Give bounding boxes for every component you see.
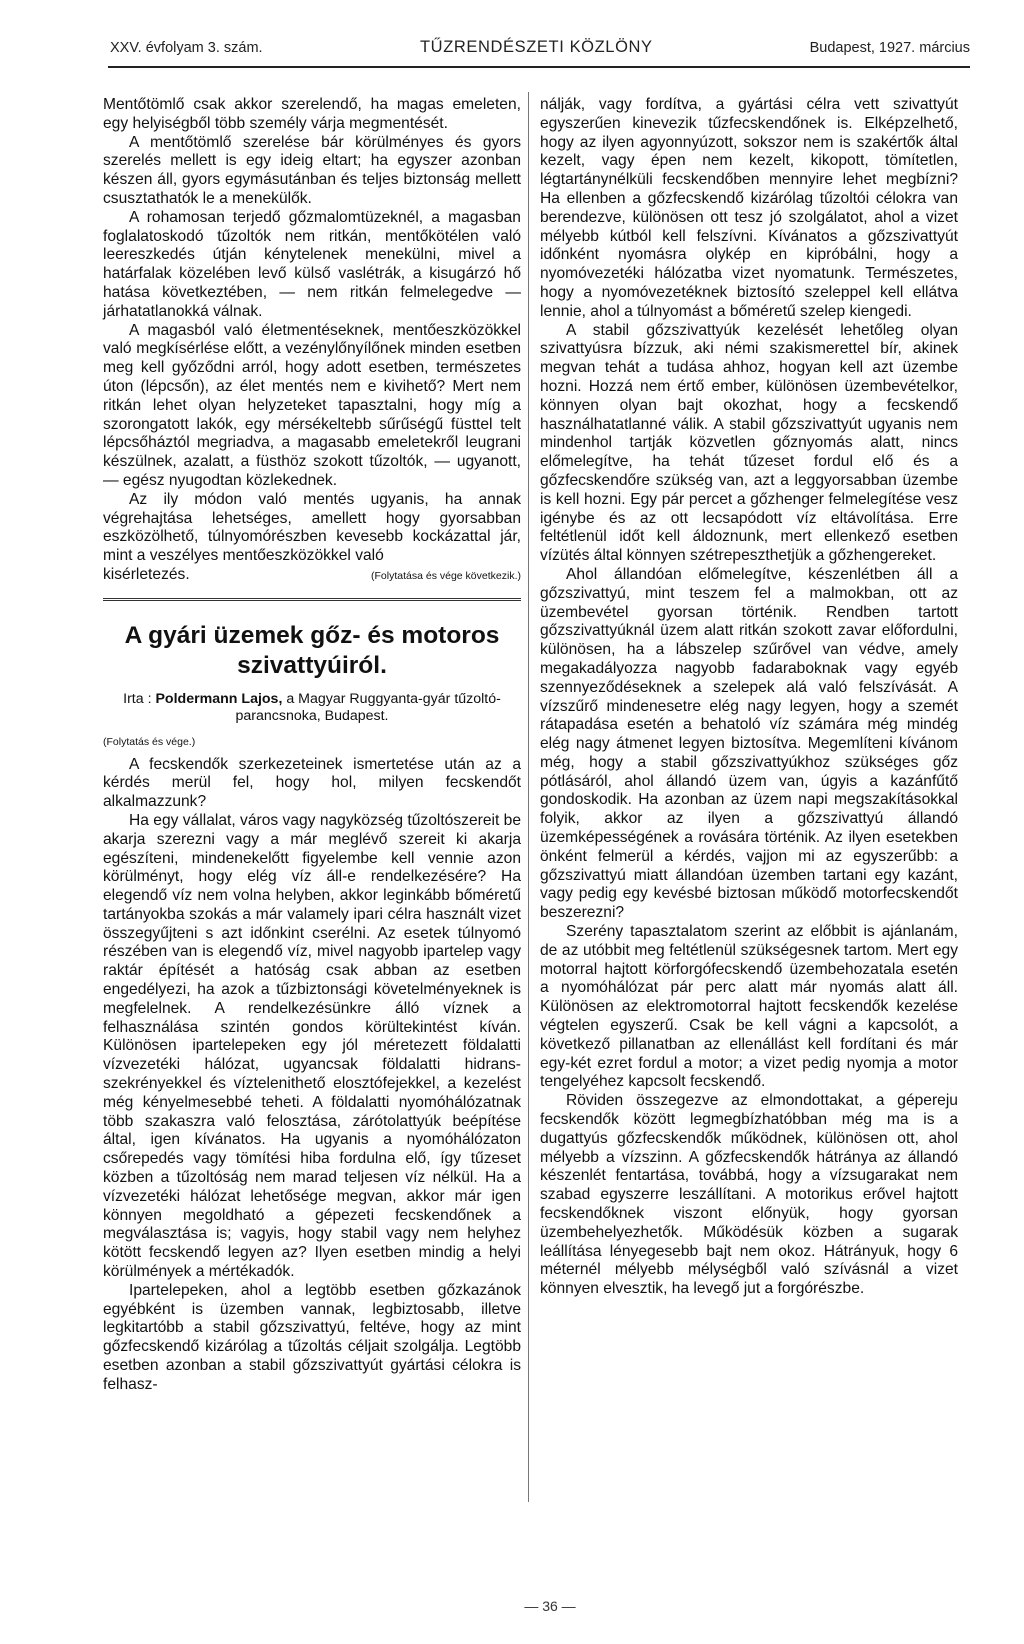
paragraph: Az ily módon való mentés ugyanis, ha annak végrehajtása lehetséges, amellett hogy gyorsabban eszközölhető, túlnyomórészben kevesebb kockázattal jár, mint a veszélyes mentőeszközökkel való [103, 490, 521, 565]
paragraph: Szerény tapasztalatom szerint az előbbit is ajánlanám, de az utóbbit meg feltétlenül szükségesnek tartom. Mert egy motorral hajtott körforgófecskendő üzembehozatala esetén a nyomóhálózat pár perc alatt már nyomás alatt áll. Különösen az elektromotorral hajtott fecskendők kezelése végtelen egyszerű. Csak be kell vágni a kapcsolót, a következő pillanatban az ellenállást kell fordítani és már egy-két ezret fordul a motor; a vizet pedig nyomja a motor tengelyéhez kapcsolt fecskendő. [540, 923, 958, 1091]
right-column [540, 96, 958, 1299]
paragraph: A rohamosan terjedő gőzmalomtüzeknél, a magasban foglalatoskodó tűzoltók nem ritkán, mentőkötélen való leereszkedés útján kénytelenek menekülni, mivel a határfalak közelében levő külső vaslétrák, a kisugárzó hő hatása következtében, — nem ritkán felmelegedve — járhatatlanokká válnak. [103, 208, 521, 320]
page-number: — 36 — [524, 1598, 576, 1614]
header-journal-title: TŰZRENDÉSZETI KÖZLÖNY [420, 38, 653, 56]
paragraph: Mentőtömlő csak akkor szerelendő, ha magas emeleten, egy helyiségből több személy várja megmentését. [103, 96, 521, 132]
header-volume-issue: XXV. évfolyam 3. szám. [110, 40, 263, 56]
paragraph: A magasból való életmentéseknek, mentőeszközökkel való megkísérlése előtt, a vezénylőnyílőnek minden esetben meg kell győződni arról, hogy adott esetben, természetes úton (lépcsőn), az élet mentés nem e kivihető? Mert nem ritkán lehet olyan helyzeteket tapasztalni, hogy míg a szorongatott lakók, egy mérsékeltebb sűrűségű füsttel telt lépcsőháztól megriadva, a magasabb emeletekről leugrani készülnek, azalatt, a füsthöz szokott tűzoltók, — ugyanott, — egész nyugodtan közlekednek. [103, 321, 521, 489]
paragraph: Ipartelepeken, ahol a legtöbb esetben gőzkazánok egyébként is üzemben vannak, legbiztosabb, illetve legkitartóbb a stabil gőzszivattyú, feltéve, hogy az mint gőzfecskendő kizárólag a tűzoltás céljait szolgálja. Legtöbb esetben azonban a stabil gőzszivattyút gyártási célokra is felhasz- [103, 1281, 521, 1393]
byline-prefix: Irta : [123, 690, 156, 707]
continuation-note: (Folytatása és vége következik.) [371, 569, 521, 582]
continuation-line [103, 566, 521, 586]
paragraph: Röviden összegezve az elmondottakat, a gépereju fecskendők között legmegbízhatóbban még ma is a dugattyús gőzfecskendők működnek, különösen ott, ahol mélyebb a vízszinn. A gőzfecskendők hátránya az állandó készenlét fentartása, továbbá, hogy a vízsugarakat nem szabad egyszerre leszállítani. A motorikus erővel hajtott fecskendőknek viszont előnyük, hogy gyorsan üzembehelyezhetők. Működésük közben a sugarak leállítása lényegesebb bajt nem okoz. Hátrányuk, hogy 6 méternél mélyebb mélységből való szívásnál a vizet könnyen elvesztik, ha levegő jut a forgórészbe. [540, 1092, 958, 1298]
last-line-word: kisérletezés. [103, 565, 190, 583]
article-title: A gyári üzemek gőz- és motoros szivattyúiról. [124, 621, 500, 679]
paragraph: A mentőtömlő szerelése bár körülményes és gyors szerelés mellett is egy ideig eltart; ha egyszer azonban készen áll, gyors egymásutánban és teljes biztonság mellett csusztathatók le a menekülők. [103, 133, 521, 207]
left-column [103, 96, 521, 1395]
section-divider [103, 590, 521, 601]
paragraph: A fecskendők szerkezeteinek ismertetése után az a kérdés merül fel, hogy hol, milyen fecskendőt alkalmazzunk? [103, 755, 521, 811]
column-divider [528, 92, 529, 1502]
paragraph: Ha egy vállalat, város vagy nagyközség tűzoltószereit be akarja szerezni vagy a már meglévő szereit ki akarja egészíteni, mindenekelőtt figyelembe kell vennie azon körülményt, hogy elég víz áll-e rendelkezésére? Ha elegendő víz nem volna helyben, akkor leginkább bőméretű tartányokba szokás a már valamely ipari célra használt vizet összegyűjteni s azt időnkint cserélni. Az esetek túlnyomó részében van is elegendő víz, mivel nagyobb ipartelep vagy raktár építését a hatóság csak abban az esetben engedélyezi, ha azok a tűzbiztonsági követelményeknek is megfelelnek. A rendelkezésünkre álló víznek a felhasználása szintén gondos körültekintést kíván. Különösen ipartelepeken egy jól méretezett földalatti vízvezetéki hálózat, ugyancsak földalatti hidrans-szekrényekkel és víztelenithető elosztófejekkel, a kezelést még kényelmesebbé teheti. A földalatti nyomóhálózatnak több szakaszra való felosztása, zárótolattyúk beépítése által, igen kívánatos. Ha ugyanis a nyomóhálózaton csőrepedés vagy tömítési hiba fordulna elő, így tűzeset közben a tűzoltóság nem marad teljesen víz nélkül. Ha a vízvezetéki hálózat lehetősége megvan, akkor már igen könnyen megoldható a gépezeti fecskendőnek a megválasztása is; vagyis, hogy stabil vagy nem helyhez kötött fecskendő legyen az? Ilyen esetben mindig a helyi körülmények a mértékadók. [103, 811, 521, 1281]
byline-author: Poldermann Lajos, [155, 690, 283, 707]
header-rule [108, 66, 970, 68]
page-header [110, 36, 970, 60]
byline [103, 691, 521, 725]
continued-note: (Folytatás és vége.) [103, 735, 196, 748]
header-date: Budapest, 1927. március [809, 40, 970, 56]
paragraph: A stabil gőzszivattyúk kezelését lehetőleg olyan szivattyúsra bízzuk, aki némi szakismerettel bír, akinek megvan tehát a tudása ahhoz, hogyan kell azt üzembe hozni. Hozzá nem értő ember, különösen üzembevételkor, könnyen olyan bajt okozhat, hogy a fecskendő használhatatlanné válik. A stabil gőzszivattyút ugyanis nem mindenhol tartják közvetlen gőznyomás alatt, nincs előmelegítve, ha tehát tűzeset fordul elő és a gőzfecskendőre szükség van, azt a leggyorsabban üzembe is kell hozni. Egy pár percet a gőzhenger felmelegítése vesz igénybe és az ott lecsapódott víz eltávolítása. Erre feltétlenül időt kell áldoznunk, mert ellenkező esetben vízütés által könnyen szétrepeszthetjük a gőzhengereket. [540, 321, 958, 565]
byline-rest: a Magyar Ruggyanta-gyár tűzoltó-parancsnoka, Budapest. [235, 690, 501, 724]
paragraph: nálják, vagy fordítva, a gyártási célra vett szivattyút egyszerűen kinevezik tűzfecskendőnek is. Elképzelhető, hogy az ilyen agyonnyúzott, sokszor nem is szakértők által kezelt, vagy épen nem kezelt, kikopott, tömítetlen, légtartánynélküli fecskendőben mennyire lehet megbízni? Ha ellenben a gőzfecskendő kizárólag tűzoltói célokra van berendezve, különösen ott tesz jó szolgálatot, ahol a vizet mélyebb kútból kell felszívni. Kívánatos a gőzszivattyút időnként nyomásra olykép en kipróbálni, hogy a nyomóvezetéki hálózatba vizet nyomatunk. Természetes, hogy a nyomóvezetéknek biztosító szeleppel kell ellátva lennie, ahol a túlnyomást a bőméretű szelep kiengedi. [540, 96, 958, 320]
paragraph: Ahol állandóan előmelegítve, készenlétben áll a gőzszivattyú, mint teszem fel a malmokban, ott az üzembevétel gyorsan történik. Rendben tartott gőzszivattyúknál üzem alatt ritkán szokott zavar előfordulni, különösen, ha a lábszelep szűrővel van védve, amely megakadályozza nagyobb fadaraboknak vagy egyéb szennyeződéseknek a szelepek alá való felszívását. A vízszűrő mindenesetre elég nagy legyen, hogy a szemét rátapadása esetén a behatoló víz számára még mindég elég nagy átmenet legyen biztosítva. Megemlíteni kívánom még, hogy a stabil gőzszivattyúkhoz szükséges gőz pótlásáról, ahol állandó üzem van, úgyis a kazánfűtő gondoskodik. Ha azonban az üzem napi megszakításokkal folyik, akkor az ilyen a gőzszivattyú állandó üzemképességének a rovására történik. Az ilyen esetekben önként felmerül a kérdés, vajjon mi az egyszerűbb: a gőzszivattyú miatt állandóan üzemben tartani egy kazánt, vagy pedig egy kevésbé biztosan működő motorfecskendőt beszerezni? [540, 565, 958, 922]
